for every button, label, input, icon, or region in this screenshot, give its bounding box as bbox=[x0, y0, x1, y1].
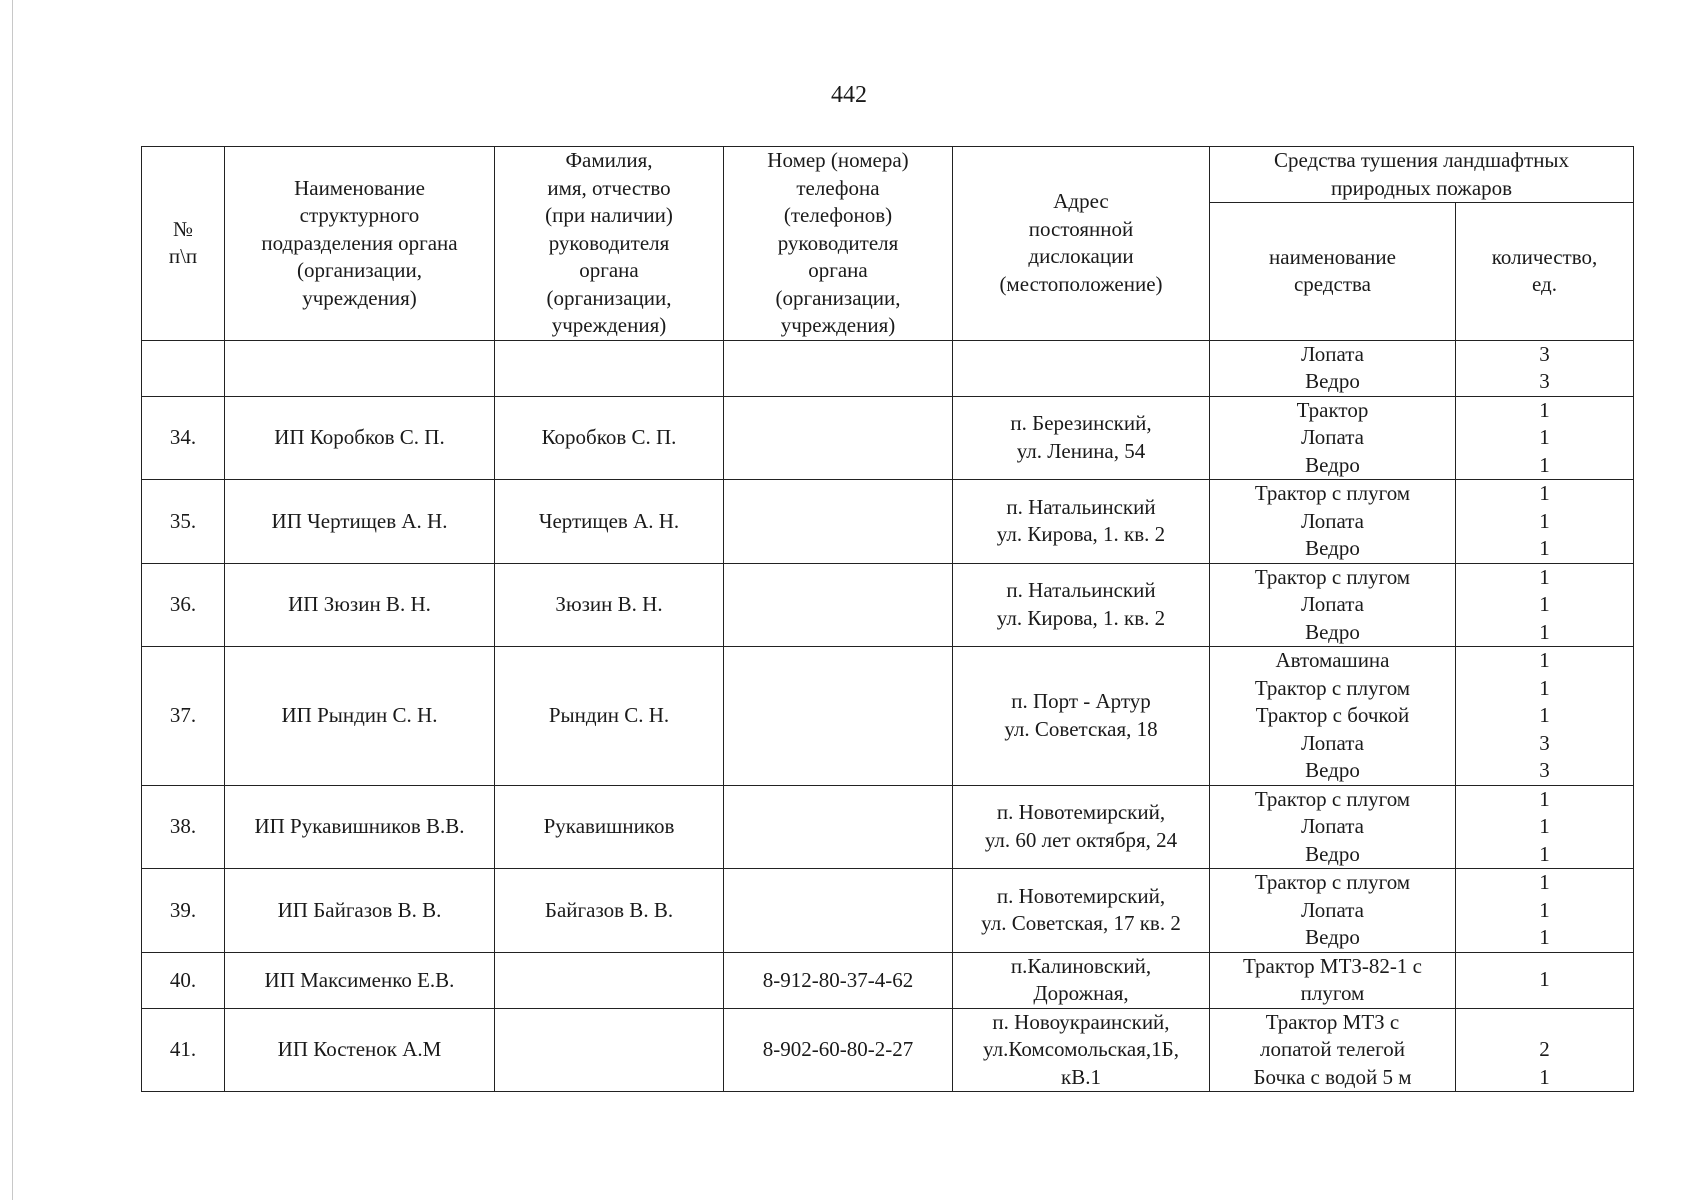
means-qty-cell-line: 1 bbox=[1539, 452, 1550, 477]
means-name-cell bbox=[1210, 480, 1456, 564]
means-qty-cell-line: 1 bbox=[1539, 786, 1550, 811]
header-line: (организации, bbox=[297, 258, 422, 282]
address-cell-line: ул. Советская, 18 bbox=[1004, 716, 1158, 741]
table-row bbox=[142, 869, 1634, 953]
means-name-cell bbox=[1210, 952, 1456, 1008]
means-qty-cell-line: 1 bbox=[1539, 592, 1550, 616]
head-name-cell bbox=[495, 952, 724, 1008]
address-cell-line: ул. 60 лет октября, 24 bbox=[984, 827, 1178, 852]
means-name-cell-line: Ведро bbox=[1305, 452, 1360, 477]
means-name-cell-line: Ведро bbox=[1305, 841, 1360, 866]
table-body bbox=[142, 340, 1634, 1092]
address-cell-line: ул. Кирова, 1. кв. 2 bbox=[996, 522, 1166, 547]
row-number: 36. bbox=[142, 563, 225, 647]
header-line: (телефонов) bbox=[783, 203, 893, 227]
means-qty-cell-line: 1 bbox=[1539, 425, 1550, 449]
means-name-cell bbox=[1210, 340, 1456, 396]
means-qty-cell-line: 1 bbox=[1539, 536, 1550, 560]
address-cell-line: п. Натальинский bbox=[1006, 578, 1156, 603]
header-line: (организации, bbox=[775, 285, 901, 310]
means-name-cell-line: лопатой телегой bbox=[1259, 1037, 1405, 1061]
means-name-cell-line: Ведро bbox=[1305, 758, 1360, 782]
address-cell-line: п. Новоукраинский, bbox=[992, 1009, 1170, 1034]
head-name-cell: Коробков С. П. bbox=[495, 396, 724, 480]
means-qty-cell-line: 1 bbox=[1539, 481, 1550, 505]
means-name-cell-line: Трактор с плугом bbox=[1254, 675, 1411, 700]
org-name-cell: ИП Байгазов В. В. bbox=[225, 869, 495, 953]
means-qty-cell-line: 1 bbox=[1539, 397, 1550, 422]
table-row bbox=[142, 952, 1634, 1008]
row-number: 38. bbox=[142, 785, 225, 869]
header-line: руководителя bbox=[548, 230, 670, 255]
org-name-cell: ИП Чертищев А. Н. bbox=[225, 480, 495, 564]
head-name-cell: Рындин С. Н. bbox=[495, 647, 724, 786]
org-name-cell bbox=[225, 340, 495, 396]
page-number: 442 bbox=[831, 82, 867, 108]
head-name-cell: Байгазов В. В. bbox=[495, 869, 724, 953]
means-name-cell-line: Трактор МТЗ с bbox=[1265, 1009, 1400, 1034]
header-line: (при наличии) bbox=[545, 203, 673, 227]
means-qty-cell bbox=[1456, 563, 1634, 647]
means-name-cell-line: плугом bbox=[1300, 981, 1365, 1005]
header-line: № bbox=[172, 216, 194, 241]
means-name-cell bbox=[1210, 1008, 1456, 1092]
org-name-cell: ИП Костенок А.М bbox=[225, 1008, 495, 1092]
header-line: органа bbox=[808, 258, 868, 282]
address-cell-line: Дорожная, bbox=[1033, 981, 1129, 1005]
row-number: 34. bbox=[142, 396, 225, 480]
address-cell-line: кВ.1 bbox=[1061, 1064, 1101, 1089]
header-line: количество, bbox=[1491, 244, 1598, 269]
row-number: 40. bbox=[142, 952, 225, 1008]
phone-cell bbox=[724, 480, 953, 564]
phone-cell bbox=[724, 340, 953, 396]
table-row bbox=[142, 480, 1634, 564]
row-number: 35. bbox=[142, 480, 225, 564]
means-qty-cell-line: 1 bbox=[1539, 967, 1550, 992]
scan-margin-line bbox=[12, 0, 13, 1200]
means-qty-cell-line: 1 bbox=[1539, 619, 1550, 644]
phone-cell bbox=[724, 647, 953, 786]
header-line: органа bbox=[579, 258, 639, 282]
address-cell-line: ул.Комсомольская,1Б, bbox=[983, 1037, 1179, 1061]
means-name-cell-line: Лопата bbox=[1301, 730, 1364, 755]
address-cell-line: п. Березинский, bbox=[1010, 411, 1152, 436]
header-line: Адрес bbox=[1053, 189, 1109, 214]
means-name-cell bbox=[1210, 869, 1456, 953]
header-line: Номер (номера) bbox=[767, 148, 909, 172]
means-name-cell-line: Лопата bbox=[1301, 897, 1364, 922]
table-row bbox=[142, 647, 1634, 786]
header-line: структурного bbox=[299, 203, 420, 227]
head-name-cell: Чертищев А. Н. bbox=[495, 480, 724, 564]
address-cell bbox=[953, 647, 1210, 786]
means-qty-cell bbox=[1456, 480, 1634, 564]
means-qty-cell-line: 1 bbox=[1539, 897, 1550, 922]
phone-cell: 8-902-60-80-2-27 bbox=[724, 1008, 953, 1092]
means-qty-cell-line: 1 bbox=[1539, 841, 1550, 866]
means-name-cell-line: Трактор с плугом bbox=[1254, 870, 1411, 894]
means-qty-cell-line: 1 bbox=[1539, 925, 1550, 949]
row-number bbox=[142, 340, 225, 396]
table-row bbox=[142, 396, 1634, 480]
header-means-group bbox=[1210, 147, 1634, 203]
means-qty-cell-line: 2 bbox=[1539, 1037, 1550, 1061]
means-name-cell-line: Трактор с плугом bbox=[1254, 786, 1411, 811]
header-line: имя, отчество bbox=[547, 175, 671, 200]
means-qty-cell-line: 3 bbox=[1539, 369, 1550, 393]
address-cell bbox=[953, 340, 1210, 396]
phone-cell: 8-912-80-37-4-62 bbox=[724, 952, 953, 1008]
header-line: Средства тушения ландшафтных bbox=[1273, 148, 1570, 173]
header-line: (организации, bbox=[546, 285, 672, 310]
address-cell-line: п.Калиновский, bbox=[1010, 953, 1152, 978]
means-qty-cell bbox=[1456, 647, 1634, 786]
means-name-cell bbox=[1210, 785, 1456, 869]
means-name-cell-line: Лопата bbox=[1301, 341, 1364, 366]
header-head-name bbox=[495, 147, 724, 341]
equipment-table bbox=[141, 146, 1634, 1092]
phone-cell bbox=[724, 396, 953, 480]
means-qty-cell-line: 3 bbox=[1539, 758, 1550, 782]
row-number: 39. bbox=[142, 869, 225, 953]
means-name-cell bbox=[1210, 563, 1456, 647]
address-cell bbox=[953, 1008, 1210, 1092]
head-name-cell bbox=[495, 340, 724, 396]
org-name-cell: ИП Рукавишников В.В. bbox=[225, 785, 495, 869]
header-line: телефона bbox=[796, 175, 880, 200]
address-cell-line: п. Новотемирский, bbox=[996, 883, 1166, 908]
header-means-qty bbox=[1456, 203, 1634, 340]
address-cell-line: п. Новотемирский, bbox=[996, 800, 1166, 825]
means-name-cell-line: Ведро bbox=[1305, 536, 1360, 560]
header-phone bbox=[724, 147, 953, 341]
means-name-cell-line: Трактор с бочкой bbox=[1255, 703, 1410, 727]
org-name-cell: ИП Максименко Е.В. bbox=[225, 952, 495, 1008]
header-org-name bbox=[225, 147, 495, 341]
header-line: подразделения органа bbox=[261, 230, 458, 255]
means-name-cell-line: Лопата bbox=[1301, 814, 1364, 838]
address-cell bbox=[953, 480, 1210, 564]
table-row bbox=[142, 1008, 1634, 1092]
header-num bbox=[142, 147, 225, 341]
phone-cell bbox=[724, 869, 953, 953]
header-address bbox=[953, 147, 1210, 341]
means-qty-cell-line bbox=[1460, 1009, 1629, 1037]
means-qty-cell-line: 3 bbox=[1539, 341, 1550, 366]
header-line: Наименование bbox=[294, 175, 425, 200]
means-qty-cell bbox=[1456, 396, 1634, 480]
means-qty-cell-line: 1 bbox=[1539, 703, 1550, 727]
means-name-cell-line: Автомашина bbox=[1275, 648, 1390, 672]
means-qty-cell-line: 1 bbox=[1539, 648, 1550, 672]
address-cell-line: п. Натальинский bbox=[1006, 494, 1156, 519]
means-qty-cell bbox=[1456, 785, 1634, 869]
phone-cell bbox=[724, 785, 953, 869]
means-qty-cell bbox=[1456, 340, 1634, 396]
means-qty-cell-line: 1 bbox=[1539, 870, 1550, 894]
means-name-cell-line: Ведро bbox=[1305, 619, 1360, 644]
header-line: учреждения) bbox=[551, 313, 667, 337]
head-name-cell: Рукавишников bbox=[495, 785, 724, 869]
means-name-cell-line: Трактор bbox=[1296, 397, 1369, 422]
address-cell bbox=[953, 563, 1210, 647]
address-cell bbox=[953, 869, 1210, 953]
address-cell-line: ул. Кирова, 1. кв. 2 bbox=[996, 605, 1166, 630]
table-row bbox=[142, 563, 1634, 647]
means-qty-cell-line: 1 bbox=[1539, 675, 1550, 700]
means-qty-cell-line: 1 bbox=[1539, 1064, 1550, 1089]
row-number: 37. bbox=[142, 647, 225, 786]
org-name-cell: ИП Рындин С. Н. bbox=[225, 647, 495, 786]
means-qty-cell bbox=[1456, 869, 1634, 953]
means-qty-cell-line: 1 bbox=[1539, 508, 1550, 533]
org-name-cell: ИП Коробков С. П. bbox=[225, 396, 495, 480]
address-cell bbox=[953, 396, 1210, 480]
address-cell bbox=[953, 952, 1210, 1008]
header-line: дислокации bbox=[1028, 244, 1134, 269]
address-cell-line: ул. Советская, 17 кв. 2 bbox=[981, 911, 1181, 936]
address-cell-line: ул. Ленина, 54 bbox=[1016, 438, 1146, 463]
table-row bbox=[142, 340, 1634, 396]
header-line: (местоположение) bbox=[999, 271, 1163, 296]
means-name-cell-line: Лопата bbox=[1301, 508, 1364, 533]
org-name-cell: ИП Зюзин В. Н. bbox=[225, 563, 495, 647]
head-name-cell bbox=[495, 1008, 724, 1092]
means-qty-cell-line: 1 bbox=[1539, 814, 1550, 838]
means-name-cell-line: Трактор с плугом bbox=[1254, 564, 1411, 589]
table-row bbox=[142, 785, 1634, 869]
header-line: природных пожаров bbox=[1330, 175, 1513, 200]
means-qty-cell bbox=[1456, 1008, 1634, 1092]
means-name-cell bbox=[1210, 396, 1456, 480]
row-number: 41. bbox=[142, 1008, 225, 1092]
means-name-cell-line: Трактор МТЗ-82-1 с bbox=[1242, 953, 1422, 978]
means-name-cell-line: Лопата bbox=[1301, 425, 1364, 449]
address-cell-line: п. Порт - Артур bbox=[1011, 689, 1151, 714]
head-name-cell: Зюзин В. Н. bbox=[495, 563, 724, 647]
header-line: Фамилия, bbox=[565, 148, 653, 172]
means-name-cell-line: Лопата bbox=[1301, 592, 1364, 616]
means-name-cell-line: Ведро bbox=[1305, 369, 1360, 393]
means-qty-cell bbox=[1456, 952, 1634, 1008]
header-line: учреждения) bbox=[780, 313, 896, 337]
means-name-cell bbox=[1210, 647, 1456, 786]
header-line: ед. bbox=[1532, 272, 1557, 297]
header-line: средства bbox=[1293, 272, 1371, 297]
phone-cell bbox=[724, 563, 953, 647]
means-qty-cell-line: 1 bbox=[1539, 564, 1550, 589]
header-line: учреждения) bbox=[302, 285, 417, 310]
means-qty-cell-line: 3 bbox=[1539, 730, 1550, 755]
means-name-cell-line: Ведро bbox=[1305, 925, 1360, 949]
means-name-cell-line: Бочка с водой 5 м bbox=[1253, 1064, 1412, 1089]
header-line: руководителя bbox=[777, 230, 899, 255]
header-line: п\п bbox=[168, 244, 198, 269]
means-name-cell-line: Трактор с плугом bbox=[1254, 481, 1411, 505]
header-line: наименование bbox=[1269, 244, 1396, 269]
header-line: постоянной bbox=[1028, 216, 1134, 241]
header-means-name bbox=[1210, 203, 1456, 340]
address-cell bbox=[953, 785, 1210, 869]
